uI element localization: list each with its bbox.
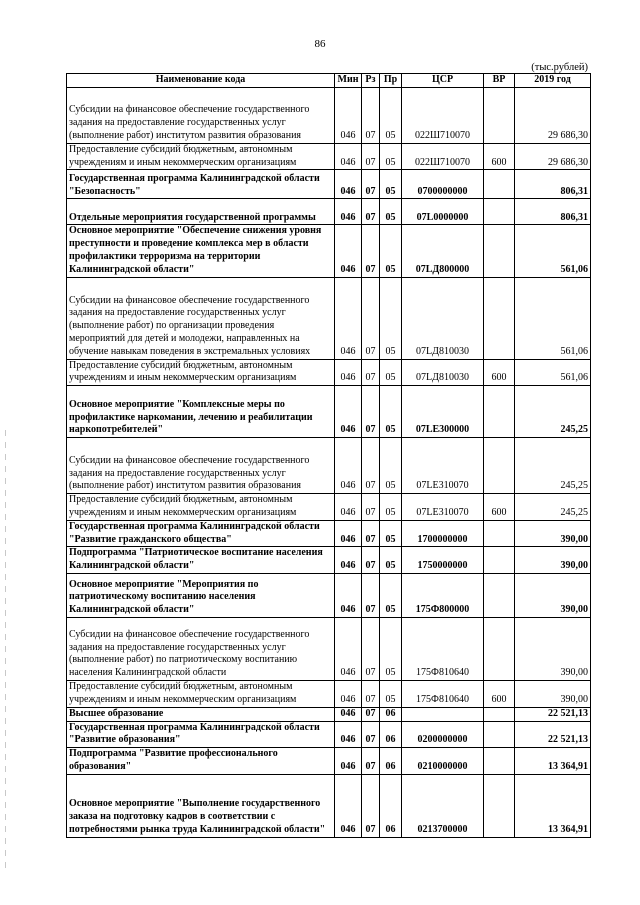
header-rz: Рз [362, 74, 380, 88]
row-vr [484, 547, 515, 574]
row-name: Подпрограмма "Развитие профессионального образования" [67, 748, 335, 775]
row-min: 046 [335, 721, 362, 748]
row-csr: 022Ш710070 [402, 143, 484, 170]
row-amount: 22 521,13 [515, 707, 591, 721]
row-pr: 05 [380, 547, 402, 574]
row-csr: 022Ш710070 [402, 87, 484, 143]
row-amount: 245,25 [515, 494, 591, 521]
table-body [67, 87, 591, 837]
row-vr [484, 721, 515, 748]
row-rz: 07 [362, 721, 380, 748]
row-min: 046 [335, 87, 362, 143]
row-csr: 0200000000 [402, 721, 484, 748]
row-pr: 06 [380, 707, 402, 721]
header-pr: Пр [380, 74, 402, 88]
row-rz: 07 [362, 143, 380, 170]
row-rz: 07 [362, 170, 380, 199]
row-min: 046 [335, 547, 362, 574]
row-pr: 05 [380, 277, 402, 359]
row-vr: 600 [484, 494, 515, 521]
row-amount: 13 364,91 [515, 748, 591, 775]
row-rz: 07 [362, 520, 380, 547]
table-row [67, 143, 591, 170]
row-min: 046 [335, 520, 362, 547]
row-pr: 05 [380, 386, 402, 438]
row-csr: 07LД800000 [402, 225, 484, 277]
header-csr: ЦСР [402, 74, 484, 88]
row-amount: 561,06 [515, 277, 591, 359]
row-rz: 07 [362, 573, 380, 617]
row-csr: 0700000000 [402, 170, 484, 199]
row-csr: 07LД810030 [402, 359, 484, 386]
header-year: 2019 год [515, 74, 591, 88]
row-csr: 07LE310070 [402, 494, 484, 521]
row-pr: 05 [380, 359, 402, 386]
row-amount: 29 686,30 [515, 87, 591, 143]
row-csr [402, 707, 484, 721]
row-name: Основное мероприятие "Мероприятия по патриотическому воспитанию населения Калининградской области" [67, 573, 335, 617]
header-name: Наименование кода [67, 74, 335, 88]
row-amount: 390,00 [515, 680, 591, 707]
row-vr: 600 [484, 143, 515, 170]
page-number: 86 [314, 38, 326, 50]
row-rz: 07 [362, 774, 380, 837]
row-name: Отдельные мероприятия государственной программы [67, 199, 335, 225]
row-pr: 06 [380, 774, 402, 837]
row-rz: 07 [362, 87, 380, 143]
row-pr: 05 [380, 573, 402, 617]
row-rz: 07 [362, 617, 380, 680]
row-min: 046 [335, 707, 362, 721]
row-name: Государственная программа Калининградской области "Развитие гражданского общества" [67, 520, 335, 547]
row-csr: 07LД810030 [402, 277, 484, 359]
table-row [67, 438, 591, 494]
row-amount: 390,00 [515, 617, 591, 680]
row-name: Подпрограмма "Патриотическое воспитание населения Калининградской области" [67, 547, 335, 574]
table-header-row [67, 74, 591, 88]
row-amount: 806,31 [515, 199, 591, 225]
table-row [67, 573, 591, 617]
row-name: Субсидии на финансовое обеспечение государственного задания на предоставление государственных услуг (выполнение работ) по организации проведения мероприятий для детей и молодежи, направленных на обучение навыкам поведения в экстремальных условиях [67, 277, 335, 359]
row-amount: 390,00 [515, 573, 591, 617]
row-pr: 05 [380, 520, 402, 547]
scan-edge-mark [5, 430, 6, 870]
row-vr: 600 [484, 680, 515, 707]
row-name: Предоставление субсидий бюджетным, автономным учреждениям и иным некоммерческим организациям [67, 359, 335, 386]
table-row [67, 170, 591, 199]
table-row [67, 359, 591, 386]
table-row [67, 277, 591, 359]
row-csr: 0210000000 [402, 748, 484, 775]
row-csr: 1750000000 [402, 547, 484, 574]
table-row [67, 721, 591, 748]
row-vr [484, 707, 515, 721]
row-min: 046 [335, 225, 362, 277]
table-row [67, 494, 591, 521]
row-amount: 806,31 [515, 170, 591, 199]
row-rz: 07 [362, 438, 380, 494]
table-row [67, 617, 591, 680]
row-rz: 07 [362, 225, 380, 277]
table-row [67, 774, 591, 837]
row-min: 046 [335, 170, 362, 199]
table-row [67, 680, 591, 707]
row-amount: 29 686,30 [515, 143, 591, 170]
row-name: Основное мероприятие "Комплексные меры по профилактике наркомании, лечению и реабилитации наркопотребителей" [67, 386, 335, 438]
row-vr [484, 225, 515, 277]
row-rz: 07 [362, 359, 380, 386]
table-row [67, 87, 591, 143]
table-row [67, 707, 591, 721]
row-pr: 06 [380, 721, 402, 748]
row-pr: 05 [380, 617, 402, 680]
row-amount: 245,25 [515, 438, 591, 494]
row-name: Предоставление субсидий бюджетным, автономным учреждениям и иным некоммерческим организациям [67, 143, 335, 170]
row-amount: 561,06 [515, 359, 591, 386]
row-amount: 561,06 [515, 225, 591, 277]
row-vr [484, 170, 515, 199]
row-name: Основное мероприятие "Выполнение государственного заказа на подготовку кадров в соответствии с потребностями рынка труда Калининградской области" [67, 774, 335, 837]
units-label: (тыс.рублей) [531, 62, 588, 73]
row-vr [484, 617, 515, 680]
row-vr [484, 386, 515, 438]
row-vr [484, 774, 515, 837]
row-min: 046 [335, 386, 362, 438]
row-vr [484, 277, 515, 359]
row-rz: 07 [362, 547, 380, 574]
row-name: Высшее образование [67, 707, 335, 721]
table-row [67, 386, 591, 438]
row-csr: 07LE310070 [402, 438, 484, 494]
row-name: Субсидии на финансовое обеспечение государственного задания на предоставление государственных услуг (выполнение работ) институтом развития образования [67, 87, 335, 143]
row-amount: 22 521,13 [515, 721, 591, 748]
row-rz: 07 [362, 707, 380, 721]
row-csr: 1700000000 [402, 520, 484, 547]
row-csr: 07LE300000 [402, 386, 484, 438]
row-name: Субсидии на финансовое обеспечение государственного задания на предоставление государственных услуг (выполнение работ) институтом развития образования [67, 438, 335, 494]
row-rz: 07 [362, 680, 380, 707]
row-name: Субсидии на финансовое обеспечение государственного задания на предоставление государственных услуг (выполнение работ) по патриотическому воспитанию населения Калининградской области [67, 617, 335, 680]
row-vr [484, 199, 515, 225]
table-row [67, 520, 591, 547]
row-csr: 175Ф810640 [402, 617, 484, 680]
row-rz: 07 [362, 494, 380, 521]
row-vr [484, 573, 515, 617]
budget-table [66, 73, 591, 838]
row-amount: 245,25 [515, 386, 591, 438]
row-name: Государственная программа Калининградской области "Безопасность" [67, 170, 335, 199]
row-pr: 05 [380, 87, 402, 143]
row-vr [484, 87, 515, 143]
header-vr: ВР [484, 74, 515, 88]
table-row [67, 748, 591, 775]
row-pr: 05 [380, 225, 402, 277]
row-pr: 05 [380, 438, 402, 494]
row-vr [484, 520, 515, 547]
row-vr: 600 [484, 359, 515, 386]
row-name: Предоставление субсидий бюджетным, автономным учреждениям и иным некоммерческим организациям [67, 494, 335, 521]
row-min: 046 [335, 277, 362, 359]
row-rz: 07 [362, 748, 380, 775]
row-csr: 175Ф800000 [402, 573, 484, 617]
row-csr: 175Ф810640 [402, 680, 484, 707]
row-min: 046 [335, 199, 362, 225]
row-min: 046 [335, 494, 362, 521]
row-min: 046 [335, 143, 362, 170]
row-pr: 05 [380, 494, 402, 521]
row-csr: 07L0000000 [402, 199, 484, 225]
row-min: 046 [335, 438, 362, 494]
row-pr: 05 [380, 143, 402, 170]
row-min: 046 [335, 359, 362, 386]
row-min: 046 [335, 680, 362, 707]
row-rz: 07 [362, 386, 380, 438]
table-row [67, 225, 591, 277]
row-pr: 05 [380, 170, 402, 199]
header-min: Мин [335, 74, 362, 88]
row-rz: 07 [362, 199, 380, 225]
row-name: Государственная программа Калининградской области "Развитие образования" [67, 721, 335, 748]
row-vr [484, 438, 515, 494]
row-pr: 05 [380, 680, 402, 707]
row-csr: 0213700000 [402, 774, 484, 837]
row-name: Основное мероприятие "Обеспечение снижения уровня преступности и проведение комплекса мер в области профилактики терроризма на территории Калининградской области" [67, 225, 335, 277]
row-pr: 05 [380, 199, 402, 225]
row-vr [484, 748, 515, 775]
table-row [67, 547, 591, 574]
table-row [67, 199, 591, 225]
row-name: Предоставление субсидий бюджетным, автономным учреждениям и иным некоммерческим организациям [67, 680, 335, 707]
row-min: 046 [335, 748, 362, 775]
row-rz: 07 [362, 277, 380, 359]
row-min: 046 [335, 774, 362, 837]
row-pr: 06 [380, 748, 402, 775]
row-amount: 390,00 [515, 520, 591, 547]
row-min: 046 [335, 617, 362, 680]
row-min: 046 [335, 573, 362, 617]
row-amount: 390,00 [515, 547, 591, 574]
row-amount: 13 364,91 [515, 774, 591, 837]
